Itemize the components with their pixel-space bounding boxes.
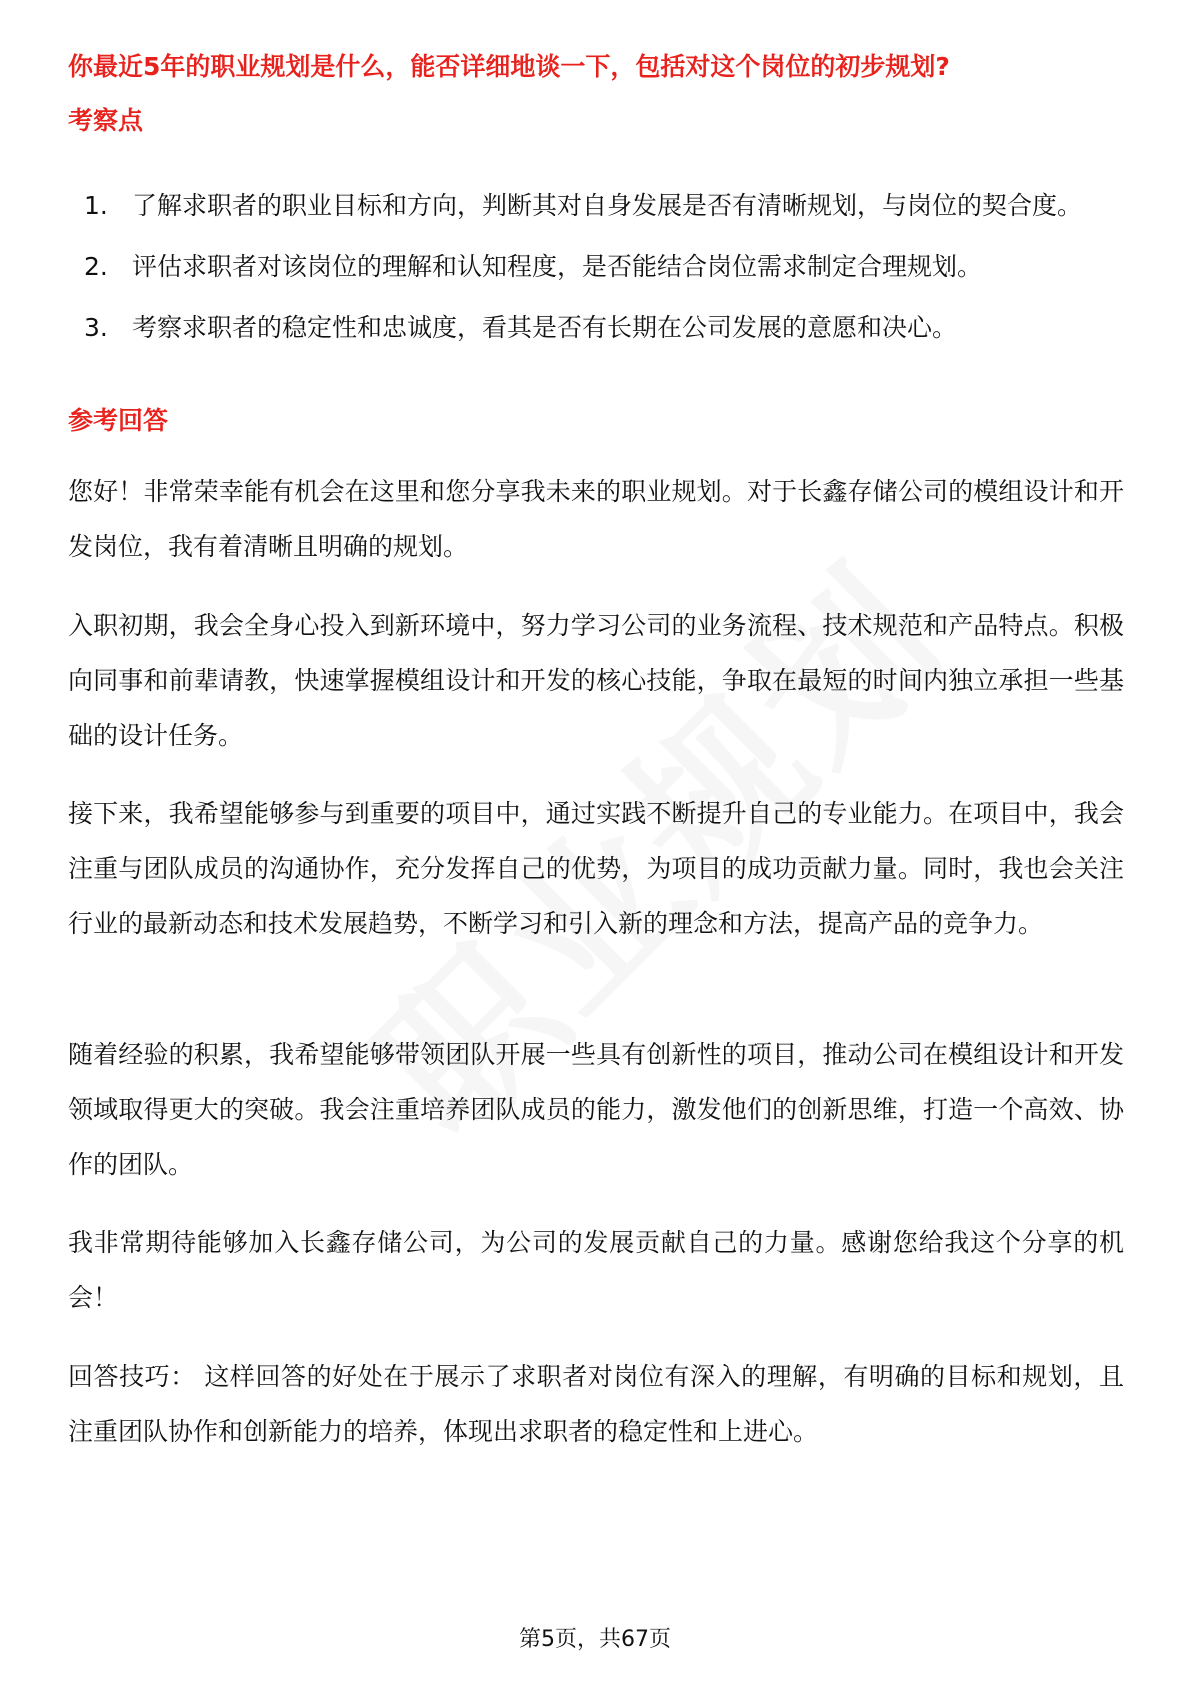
list-item-number: 3. [84, 313, 108, 342]
page-number-footer: 第5页，共67页 [519, 1627, 671, 1652]
answer-paragraph-2: 入职初期，我会全身心投入到新环境中，努力学习公司的业务流程、技术规范和产品特点。积极向同事和前辈请教，快速掌握模组设计和开发的核心技能，争取在最短的时间内独立承担一些基础的设计任务。 [68, 611, 1124, 750]
answer-tip-paragraph: 回答技巧： 这样回答的好处在于展示了求职者对岗位有深入的理解，有明确的目标和规划，且注重团队协作和创新能力的培养，体现出求职者的稳定性和上进心。 [68, 1362, 1124, 1446]
answer-paragraph-4: 随着经验的积累，我希望能够带领团队开展一些具有创新性的项目，推动公司在模组设计和开发领域取得更大的突破。我会注重培养团队成员的能力，激发他们的创新思维，打造一个高效、协作的团队。 [68, 1040, 1124, 1179]
section-heading-examine: 考察点 [68, 106, 144, 135]
section-heading-answer: 参考回答 [68, 406, 169, 435]
list-item [84, 239, 1124, 294]
examine-points-list [84, 178, 1124, 361]
list-item-text: 考察求职者的稳定性和忠诚度，看其是否有长期在公司发展的意愿和决心。 [132, 313, 958, 342]
answer-paragraph-3: 接下来，我希望能够参与到重要的项目中，通过实践不断提升自己的专业能力。在项目中，我会注重与团队成员的沟通协作，充分发挥自己的优势，为项目的成功贡献力量。同时，我也会关注行业的最新动态和技术发展趋势，不断学习和引入新的理念和方法，提高产品的竞争力。 [68, 799, 1124, 938]
answer-paragraph-5: 我非常期待能够加入长鑫存储公司，为公司的发展贡献自己的力量。感谢您给我这个分享的机会！ [68, 1228, 1124, 1312]
list-item-number: 1. [84, 191, 108, 220]
list-item [84, 178, 1124, 233]
question-title: 你最近5年的职业规划是什么，能否详细地谈一下，包括对这个岗位的初步规划? [68, 52, 950, 81]
list-item-text: 评估求职者对该岗位的理解和认知程度，是否能结合岗位需求制定合理规划。 [132, 252, 983, 281]
list-item [84, 300, 1124, 355]
list-item-number: 2. [84, 252, 108, 281]
list-item-text: 了解求职者的职业目标和方向，判断其对自身发展是否有清晰规划，与岗位的契合度。 [132, 191, 1083, 220]
answer-paragraph-1: 您好！非常荣幸能有机会在这里和您分享我未来的职业规划。对于长鑫存储公司的模组设计和开发岗位，我有着清晰且明确的规划。 [68, 477, 1124, 561]
